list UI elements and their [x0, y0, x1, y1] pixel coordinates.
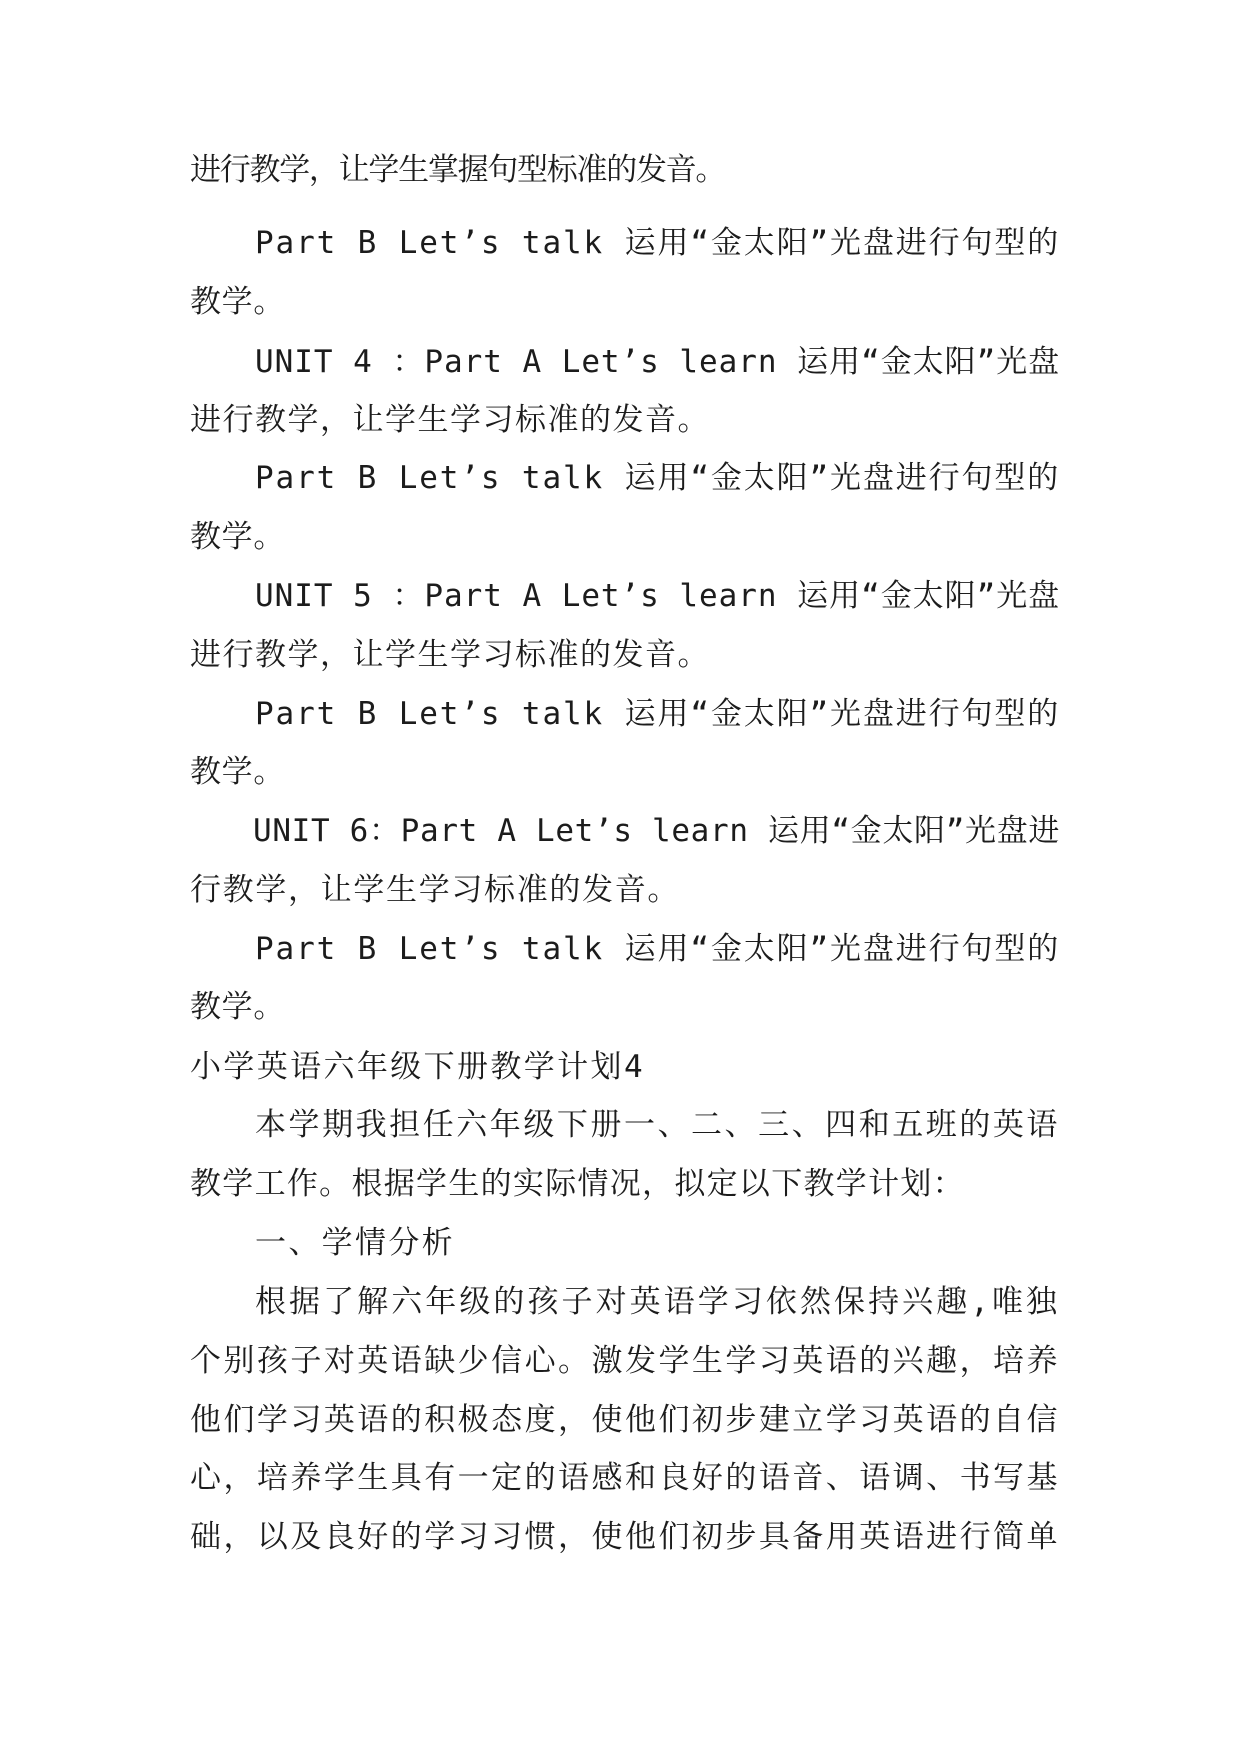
- text-line: 他们学习英语的积极态度，使他们初步建立学习英语的自信: [190, 1402, 1060, 1438]
- text-line: 教学。: [190, 754, 286, 790]
- text-line: 进行教学，让学生学习标准的发音。: [190, 402, 710, 438]
- text-line: UNIT 6：Part A Let’s learn 运用“金太阳”光盘进: [253, 813, 1061, 849]
- text-line: 本学期我担任六年级下册一、二、三、四和五班的英语: [255, 1107, 1060, 1143]
- text-line: 教学工作。根据学生的实际情况，拟定以下教学计划：: [190, 1166, 965, 1202]
- text-line: Part B Let’s talk 运用“金太阳”光盘进行句型的: [255, 460, 1061, 496]
- text-line: 进行教学，让学生学习标准的发音。: [190, 637, 710, 673]
- text-line: 础，以及良好的学习习惯，使他们初步具备用英语进行简单: [190, 1519, 1060, 1555]
- text-line: Part B Let’s talk 运用“金太阳”光盘进行句型的: [255, 225, 1061, 261]
- text-line: UNIT 5 ：Part A Let’s learn 运用“金太阳”光盘: [255, 578, 1061, 614]
- text-line: 根据了解六年级的孩子对英语学习依然保持兴趣,唯独: [255, 1284, 1061, 1320]
- text-line: Part B Let’s talk 运用“金太阳”光盘进行句型的: [255, 931, 1061, 967]
- text-line: 教学。: [190, 519, 286, 555]
- text-line: UNIT 4 ：Part A Let’s learn 运用“金太阳”光盘: [255, 344, 1061, 380]
- subsection-heading: 一、学情分析: [255, 1225, 455, 1261]
- text-line: 教学。: [190, 284, 286, 320]
- section-heading: 小学英语六年级下册教学计划4: [190, 1049, 645, 1085]
- text-line: 个别孩子对英语缺少信心。激发学生学习英语的兴趣，培养: [190, 1343, 1060, 1379]
- text-line: 行教学，让学生学习标准的发音。: [190, 872, 681, 908]
- text-line: 进行教学，让学生掌握句型标准的发音。: [190, 152, 726, 188]
- text-line: 心，培养学生具有一定的语感和良好的语音、语调、书写基: [190, 1460, 1060, 1496]
- text-line: Part B Let’s talk 运用“金太阳”光盘进行句型的: [255, 696, 1061, 732]
- text-line: 教学。: [190, 989, 286, 1025]
